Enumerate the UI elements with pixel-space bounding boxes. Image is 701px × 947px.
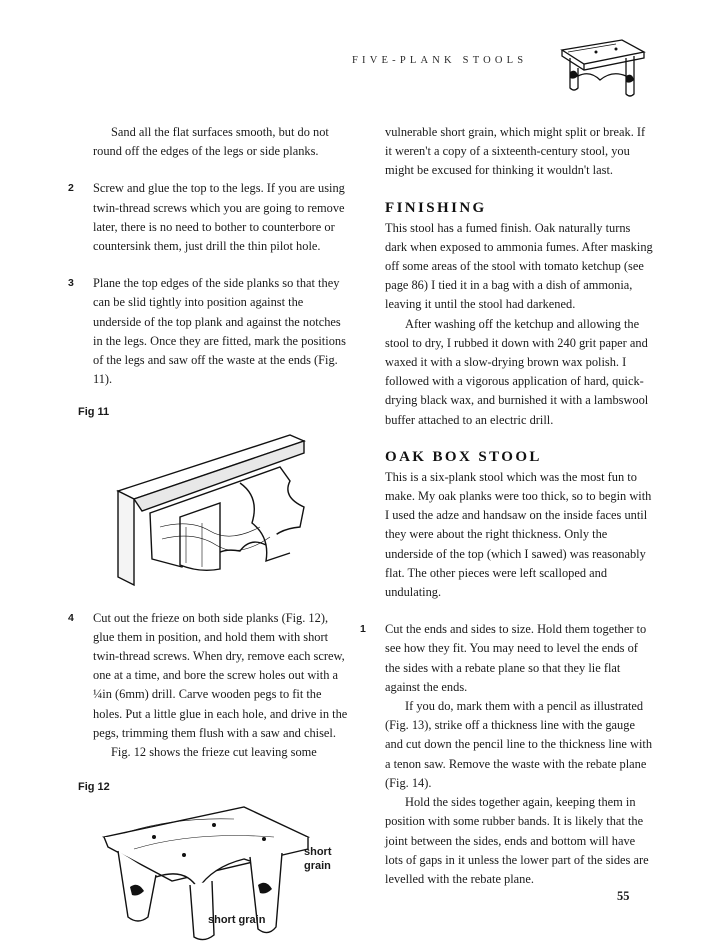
step-text: Plane the top edges of the side planks so that they can be slid tightly into position against the underside of the top plank and against the notches in the legs. Once they are fitted, mark the positions of the legs and saw off the waste at the ends (Fig. 11). <box>93 276 346 387</box>
step-number: 3 <box>68 277 74 290</box>
continuation-paragraph: vulnerable short grain, which might split or break. If it weren't a copy of a sixteenth-century stool, you might be excused for thinking it wouldn't last. <box>385 125 646 178</box>
finishing-paragraph-2: After washing off the ketchup and allowing the stool to dry, I rubbed it down with 240 grit paper and waxed it with a slow-drying brown wax polish. I followed with a vigorous application of hard, quick-drying black wax, and burnished it with a lambswool buffer attached to an electric drill. <box>385 316 649 427</box>
step-4 <box>68 609 348 743</box>
finishing-paragraph-1: This stool has a fumed finish. Oak naturally turns dark when exposed to ammonia fumes. After masking off some areas of the stool with tomato ketchup (see page 86) I tied it in a bag with a dish of ammonia, leaving it until the stool had darkened. <box>385 220 653 312</box>
fig12-callout-short-grain-bottom: short grain <box>208 914 266 927</box>
step-number: 4 <box>68 611 74 624</box>
step-3 <box>68 274 348 389</box>
step-2 <box>68 179 348 256</box>
page-number: 55 <box>617 889 630 903</box>
figure-label: Fig 11 <box>78 406 110 419</box>
finishing-heading: FINISHING <box>385 199 487 216</box>
oak-box-stool-heading: OAK BOX STOOL <box>385 448 542 465</box>
running-header: FIVE-PLANK STOOLS <box>352 55 528 66</box>
figure-label: Fig 12 <box>78 781 110 794</box>
stool-illustration-icon <box>556 32 648 100</box>
hold-sides-paragraph: Hold the sides together again, keeping them in position with some rubber bands. It is likely that the joint between the sides, ends and bottom will have lots of gaps in it unless the lower part of the sides are levelled with the rebate plane. <box>385 795 649 886</box>
figure-11-illustration <box>90 427 330 597</box>
step-text: Cut the ends and sides to size. Hold them together to see how they fit. You may need to level the ends of the sides with a rebate plane so that they lie flat against the ends. <box>385 622 647 694</box>
step-text: Cut out the frieze on both side planks (Fig. 12), glue them in position, and hold them with short twin-thread screws. When dry, remove each screw, one at a time, and bore the screw holes out with a ¼in (6mm) drill. Carve wooden pegs to fit the holes. Put a little glue in each hole, and drive in the pegs, trimming them flush with a saw and chisel. <box>93 610 348 740</box>
oak-box-stool-paragraph: This is a six-plank stool which was the most fun to make. My oak planks were too thick, so to begin with I used the adze and handsaw on the inside faces until they were about the right thickness. Only the underside of the top (which I sawed) was reasonably flat. The other pieces were left scalloped and undulating. <box>385 469 652 600</box>
if-you-do-paragraph: If you do, mark them with a pencil as illustrated (Fig. 13), strike off a thickness line with the gauge and cut down the pencil line to the thickness line with a tenon saw. Remove the waste with the rebate plane (Fig. 14). <box>385 699 653 790</box>
fig12-callout-short-grain-right: short grain <box>304 846 332 873</box>
step-number: 2 <box>68 182 74 195</box>
intro-paragraph: Sand all the flat surfaces smooth, but do not round off the edges of the legs or side planks. <box>93 125 329 159</box>
step-text: Screw and glue the top to the legs. If you are using twin-thread screws which you are going to remove later, there is no need to bother to counterbore or countersink them, just drill the thin pilot hole. <box>93 181 345 254</box>
step-number: 1 <box>360 623 366 636</box>
fig12-intro-paragraph: Fig. 12 shows the frieze cut leaving some <box>111 745 317 760</box>
step-1 <box>360 620 653 697</box>
